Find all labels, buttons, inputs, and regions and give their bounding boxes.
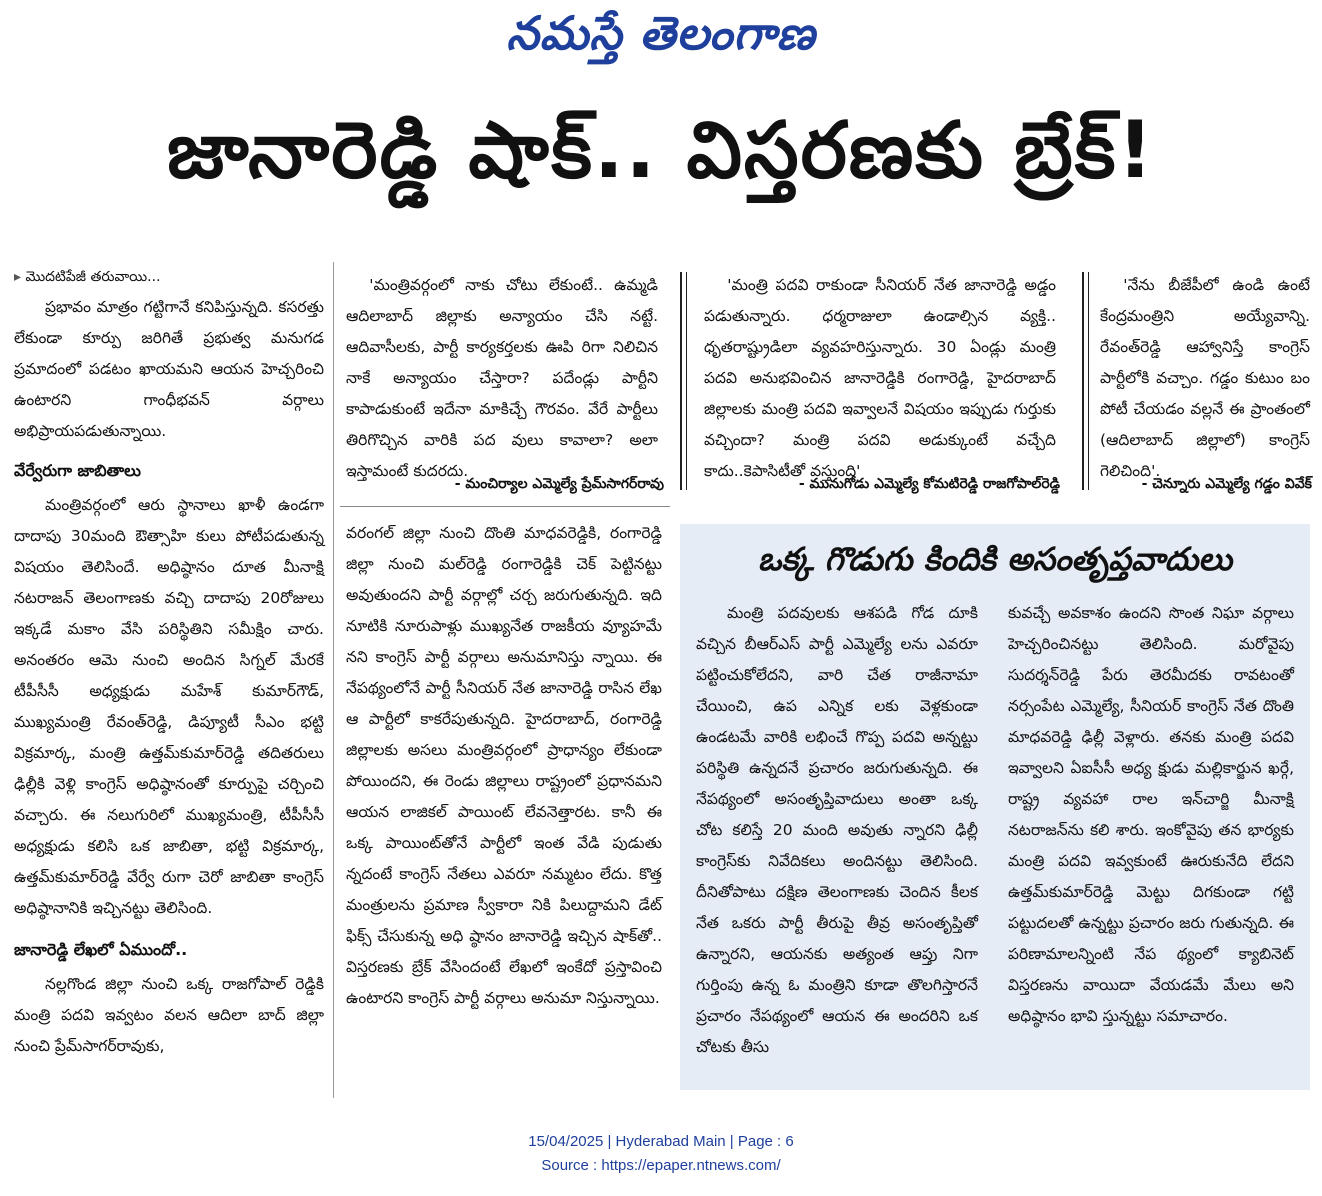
paragraph-lists: మంత్రివర్గంలో ఆరు స్థానాలు ఖాళీ ఉండగా దాదాపు 30మంది ఔత్సాహి కులు పోటీపడుతున్న విషయం తెలిసిందే. అధిష్ఠానం దూత మీనాక్షి నటరాజన్ తెలంగాణకు వచ్చి దాదాపు 20రోజులు ఇక్కడే మకాం వేసి పరిస్థితిని సమీక్షిం చారు. అనంతరం ఆమె నుంచి అందిన సిగ్నల్ మేరకే టీపీసీసీ అధ్యక్షుడు మహేశ్ కుమార్‌గౌడ్, ముఖ్యమంత్రి రేవంత్‌రెడ్డి, డిప్యూటీ సీఎం భట్టి విక్రమార్క, మంత్రి ఉత్తమ్‌కుమార్‌రెడ్డి తదితరులు ఢిల్లీకి వెళ్లి కాంగ్రెస్ అధిష్ఠానంతో కూర్పుపై చర్చించి వచ్చారు. ఈ నలుగురిలో ముఖ్యమంత్రి, టీపీసీసీ అధ్యక్షుడు కలిసి ఒక జాబితా, భట్టి విక్రమార్క, ఉత్తమ్‌కుమార్‌రెడ్డి వేర్వే రుగా చెరో జాబితా కాంగ్రెస్ అధిష్ఠానానికి ఇచ్చినట్టు తెలిసింది. xyxy=(14,496,324,917)
quote-divider xyxy=(686,272,687,490)
quote-attribution: - చెన్నూరు ఎమ్మెల్యే గడ్డం వివేక్ xyxy=(1141,476,1312,492)
quote-attribution: - మంచిర్యాల ఎమ్మెల్యే ప్రేమ్‌సాగర్‌రావు xyxy=(454,476,664,492)
box-paragraph: మంత్రి పదవులకు ఆశపడి గోడ దూకి వచ్చిన బీఆర్‌ఎస్ పార్టీ ఎమ్మెల్యే లను ఎవరూ పట్టించుకోలేదని, వారి చేత రాజీనామా చేయించి, ఉప ఎన్నిక లకు వెళ్లకుండా ఉండటమే వారికి లభించే గొప్ప పదవి అన్నట్టు పరిస్థితి ఉన్నదనే ప్రచారం జరుగుతున్నది. ఈ నేపథ్యంలో అసంతృప్తివాదులు అంతా ఒక్క చోట కలిస్తే 20 మంది అవుతు న్నారని ఢిల్లీ కాంగ్రెస్‌కు నివేదికలు అందినట్టు తెలిసింది. దీనితోపాటు దక్షిణ తెలంగాణకు చెందిన కీలక నేత ఒకరు పార్టీ తీరుపై తీవ్ర అసంతృప్తితో ఉన్నారని, ఆయనకు అత్యంత ఆప్తు నిగా గుర్తింపు ఉన్న ఓ మంత్రిని కూడా తొలగిస్తారనే ప్రచారం నేపథ్యంలో ఆయన ఈ అందరిని ఒక చోటకు తీసు xyxy=(696,604,978,1056)
continued-marker xyxy=(14,264,324,290)
article-column-2 xyxy=(346,518,662,1014)
footer-source: Source : https://epaper.ntnews.com/ xyxy=(541,1157,781,1174)
quote-divider xyxy=(1088,272,1089,490)
quote-text: 'మంత్రివర్గంలో నాకు చోటు లేకుంటే.. ఉమ్మడి ఆదిలాబాద్ జిల్లాకు అన్యాయం చేసి నట్టే. ఆదివాసీలకు, పార్టీ కార్యకర్తలకు ఊపి రిగా నిలిచిన నాకే అన్యాయం చేస్తారా? పదేండ్లు పార్టీని కాపాడుకుంటే ఇదేనా మాకిచ్చే గౌరవం. వేరే పార్టీలు తిరిగొచ్చిన వారికి పద వులు కావాలా? అలా ఇస్తామంటే కుదరదు. xyxy=(346,276,658,480)
subheading-letter: జానారెడ్డి లేఖలో ఏముందో.. xyxy=(14,940,188,959)
headline: జానారెడ్డి షాక్.. విస్తరణకు బ్రేక్! xyxy=(167,106,1155,196)
paragraph-continued: వరంగల్ జిల్లా నుంచి దొంతి మాధవరెడ్డికి, రంగారెడ్డి జిల్లా నుంచి మల్‌రెడ్డి రంగారెడ్డికి చెక్ పెట్టినట్టు అవుతుందని పార్టీ వర్గాల్లో చర్చ జరుగుతున్నది. ఇది నూటికి నూరుపాళ్లు ముఖ్యనేత రాజకీయ వ్యూహమే నని కాంగ్రెస్ పార్టీ వర్గాలు అనుమానిస్తు న్నాయి. ఈ నేపథ్యంలోనే పార్టీ సీనియర్ నేత జానారెడ్డి రాసిన లేఖ ఆ పార్టీలో కాకరేపుతున్నది. హైదరాబాద్, రంగారెడ్డి జిల్లాలకు అసలు మంత్రివర్గంలో ప్రాధాన్యం లేకుండా పోయిందని, ఈ రెండు జిల్లాలు రాష్ట్రంలో ప్రధానమని ఆయన లాజికల్ పాయింట్ లేవనెత్తారట. కానీ ఈ ఒక్క పాయింట్‌తోనే పార్టీలో ఇంత వేడి పుడుతు న్నదంటే కాంగ్రెస్ నేతలు ఎవరూ నమ్మటం లేదు. కొత్త మంత్రులను ప్రమాణ స్వీకారా నికి పిలుద్దామని డేట్ ఫిక్స్ చేసుకున్న అధి ష్ఠానం జానారెడ్డి ఇచ్చిన షాక్‌తో.. విస్తరణకు బ్రేక్ వేసిందంటే లేఖలో ఇంకేదో ప్రస్తావించి ఉంటారని కాంగ్రెస్ పార్టీ వర్గాలు అనుమా నిస్తున్నాయి. xyxy=(346,524,662,1007)
article-column-1 xyxy=(14,264,324,1062)
box-title: ఒక్క గొడుగు కిందికి అసంతృప్తవాదులు xyxy=(757,540,1233,578)
quote-divider xyxy=(680,272,682,490)
quote-premsagar xyxy=(346,270,658,487)
footer-date-page: 15/04/2025 | Hyderabad Main | Page : 6 xyxy=(528,1133,794,1150)
paragraph-letter: నల్లగొండ జిల్లా నుంచి ఒక్క రాజగోపాల్ రెడ్డికి మంత్రి పదవి ఇవ్వటం వలన ఆదిలా బాద్ జిల్లా నుంచి ప్రేమ్‌సాగర్‌రావుకు, xyxy=(14,975,324,1055)
section-divider xyxy=(340,506,670,507)
intro-paragraph: ప్రభావం మాత్రం గట్టిగానే కనిపిస్తున్నది. కసరత్తు లేకుండా కూర్పు జరిగితే ప్రభుత్వ మనుగడ ప్రమాదంలో పడటం ఖాయమని ఆయన హెచ్చరించి ఉంటారని గాంధీభవన్ వర్గాలు అభిప్రాయపడుతున్నాయి. xyxy=(14,298,324,440)
masthead-logo: నమస్తే తెలంగాణ xyxy=(506,6,816,60)
quote-rajagopal xyxy=(704,270,1056,487)
box-paragraph: కువచ్చే అవకాశం ఉందని సొంత నిఘా వర్గాలు హెచ్చరించినట్టు తెలిసింది. మరోవైపు సుదర్శన్‌రెడ్డి పేరు తెరమీదకు రావటంతో నర్సంపేట ఎమ్మెల్యే, సీనియర్ కాంగ్రెస్ నేత దొంతి మాధవరెడ్డి ఢిల్లీ వెళ్లారు. తనకు మంత్రి పదవి ఇవ్వాలని ఏఐసీసీ అధ్య క్షుడు మల్లికార్జున ఖర్గే, రాష్ట్ర వ్యవహా రాల ఇన్‌చార్జి మీనాక్షి నటరాజన్‌ను కలి శారు. ఇంకోవైపు తన భార్యకు మంత్రి పదవి ఇవ్వకుంటే ఊరుకునేది లేదని ఉత్తమ్‌కుమార్‌రెడ్డి మెట్టు దిగకుండా గట్టి పట్టుదలతో ఉన్నట్టు ప్రచారం జరు గుతున్నది. ఈ పరిణామాలన్నింటి నేప థ్యంలో క్యాబినెట్ విస్తరణను వాయిదా వేయడమే మేలు అని అధిష్ఠానం భావి స్తున్నట్టు సమాచారం. xyxy=(1008,604,1294,1025)
column-divider xyxy=(333,262,334,1098)
quote-vivek xyxy=(1100,270,1310,487)
quote-text: 'మంత్రి పదవి రాకుండా సీనియర్ నేత జానారెడ్డి అడ్డం పడుతున్నారు. ధర్మరాజులా ఉండాల్సిన వ్యక్తి.. ధృతరాష్ట్రుడిలా వ్యవహరిస్తున్నారు. 30 ఏండ్లు మంత్రి పదవి అనుభవించిన జానారెడ్డికి రంగారెడ్డి, హైదరాబాద్ జిల్లాలకు మంత్రి పదవి ఇవ్వాలనే విషయం ఇప్పుడు గుర్తుకు వచ్చిందా? మంత్రి పదవి అడుక్కుంటే వచ్చేది కాదు..కెపాసిటీతో వస్తుంది' xyxy=(704,276,1056,480)
box-column-right xyxy=(1008,598,1294,1032)
quote-divider xyxy=(1082,272,1084,490)
quote-attribution: - మునుగోడు ఎమ్మెల్యే కోమటిరెడ్డి రాజగోపాల్‌రెడ్డి xyxy=(798,476,1060,492)
subheading-lists: వేర్వేరుగా జాబితాలు xyxy=(14,461,141,480)
box-column-left xyxy=(696,598,978,1063)
chevron-right-icon: ▸ xyxy=(14,269,22,285)
quote-text: 'నేను బీజేపీలో ఉండి ఉంటే కేంద్రమంత్రిని అయ్యేవాన్ని. రేవంత్‌రెడ్డి ఆహ్వానిస్తే కాంగ్రెస్ పార్టీలోకి వచ్చాం. గడ్డం కుటుం బం పోటీ చేయడం వల్లనే ఈ ప్రాంతంలో (ఆదిలాబాద్ జిల్లాలో) కాంగ్రెస్ గెలిచింది'. xyxy=(1100,276,1310,480)
continued-label: మొదటిపేజీ తరువాయి... xyxy=(25,269,161,285)
